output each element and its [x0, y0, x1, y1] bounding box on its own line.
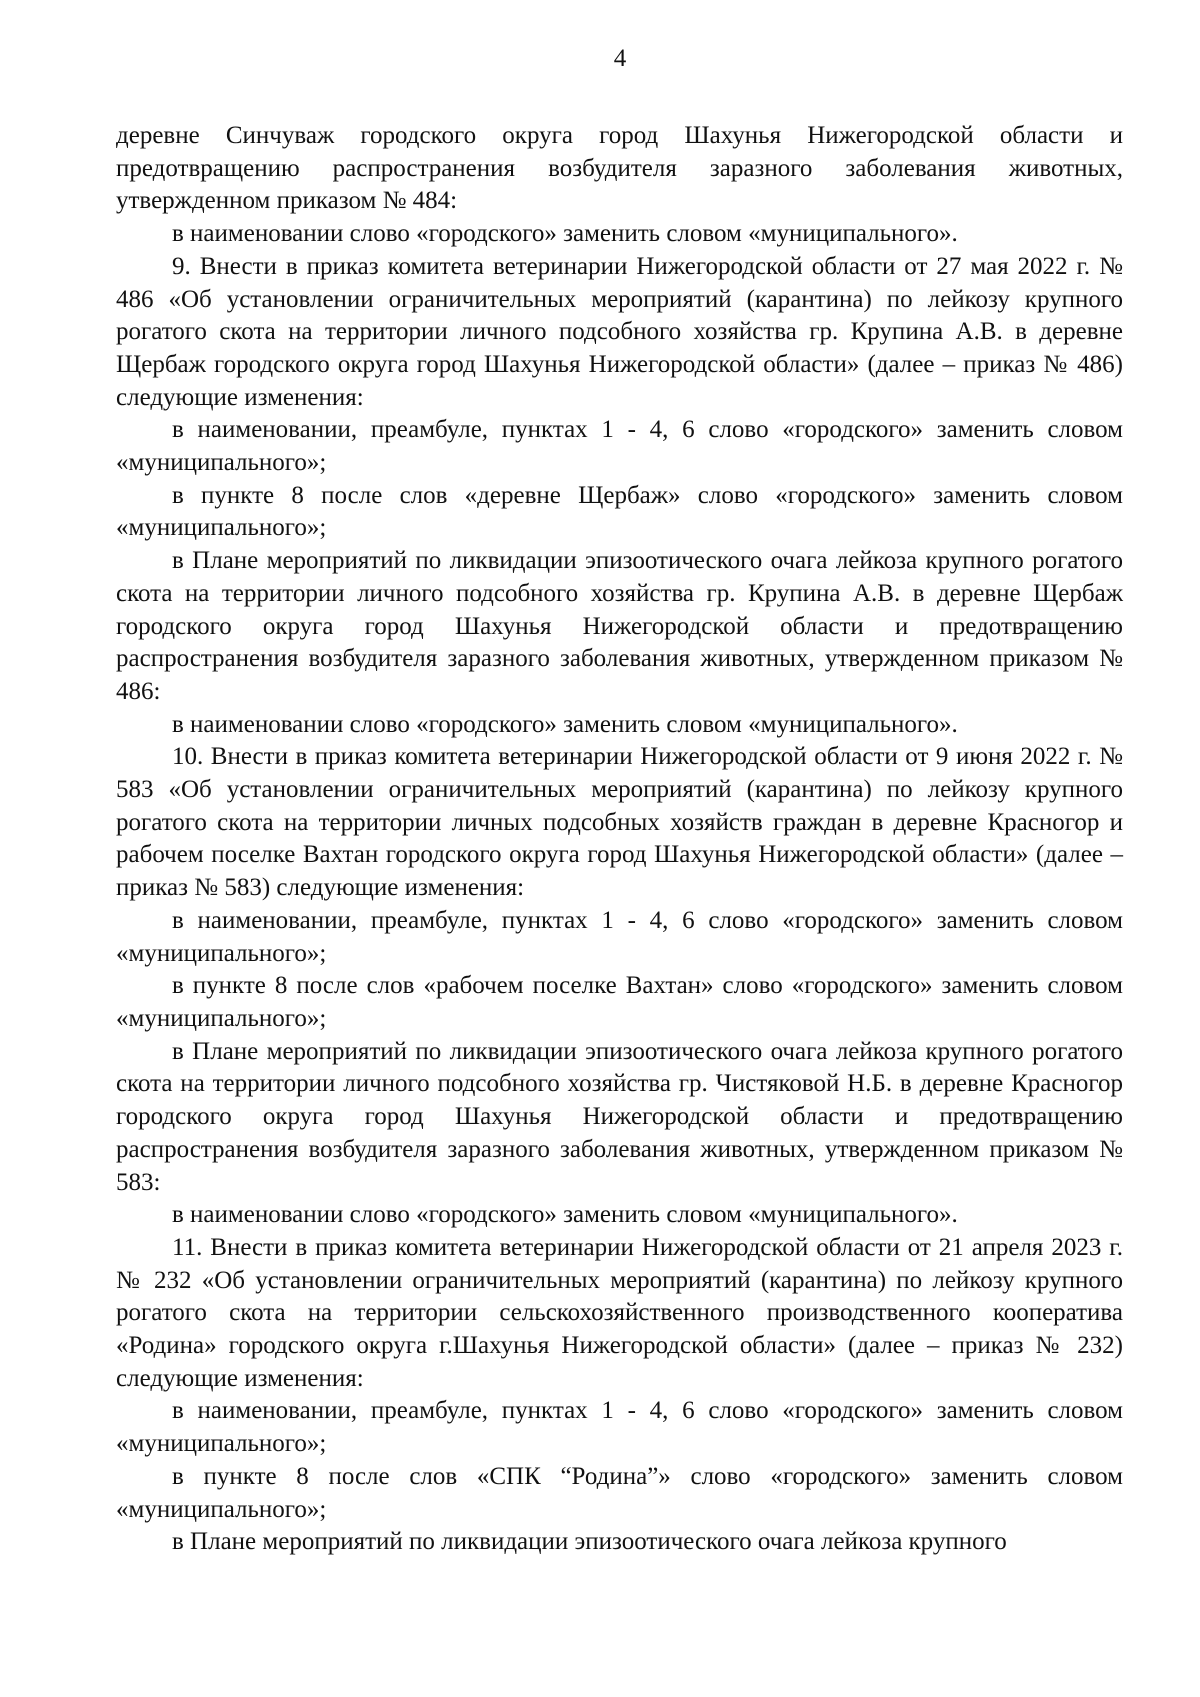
paragraph: в наименовании слово «городского» заменить словом «муниципального».	[172, 220, 958, 248]
paragraph: в Плане мероприятий по ликвидации эпизоотического очага лейкоза крупного рогатого скота на территории личного подсобного хозяйства гр. Крупина А.В. в деревне Щербаж городского округа город Шахунья Нижегородской области и предотвращению распространения возбудителя заразного заболевания животных, утвержденном приказом № 486:	[116, 547, 1123, 705]
paragraph: в наименовании, преамбуле, пунктах 1 - 4, 6 слово «городского» заменить словом «муниципального»;	[116, 906, 1123, 967]
paragraph-item-9: 9. Внести в приказ комитета ветеринарии Нижегородской области от 27 мая 2022 г. № 486 «Об установлении ограничительных мероприятий (карантина) по лейкозу крупного рогатого скота на территории личного подсобного хозяйства гр. Крупина А.В. в деревне Щербаж городского округа город Шахунья Нижегородской области» (далее – приказ № 486) следующие изменения:	[116, 252, 1123, 411]
paragraph: в пункте 8 после слов «деревне Щербаж» слово «городского» заменить словом «муниципального»;	[116, 481, 1123, 542]
paragraph: деревне Синчуваж городского округа город Шахунья Нижегородской области и предотвращению распространения возбудителя заразного заболевания животных, утвержденном приказом № 484:	[116, 122, 1123, 215]
paragraph: в наименовании, преамбуле, пунктах 1 - 4, 6 слово «городского» заменить словом «муниципального»;	[116, 1397, 1123, 1458]
paragraph: в пункте 8 после слов «СПК “Родина”» слово «городского» заменить словом «муниципального»;	[116, 1462, 1123, 1523]
paragraph: в пункте 8 после слов «рабочем поселке Вахтан» слово «городского» заменить словом «муниципального»;	[116, 972, 1123, 1032]
paragraph: в Плане мероприятий по ликвидации эпизоотического очага лейкоза крупного	[172, 1528, 1007, 1556]
paragraph: в Плане мероприятий по ликвидации эпизоотического очага лейкоза крупного рогатого скота на территории личного подсобного хозяйства гр. Чистяковой Н.Б. в деревне Красногор городского округа город Шахунья Нижегородской области и предотвращению распространения возбудителя заразного заболевания животных, утвержденном приказом № 583:	[116, 1037, 1123, 1196]
paragraph: в наименовании слово «городского» заменить словом «муниципального».	[172, 1201, 958, 1229]
paragraph: в наименовании, преамбуле, пунктах 1 - 4, 6 слово «городского» заменить словом «муниципального»;	[116, 416, 1123, 477]
document-body	[116, 120, 1123, 1559]
paragraph-item-11: 11. Внести в приказ комитета ветеринарии Нижегородской области от 21 апреля 2023 г. № 232 «Об установлении ограничительных мероприятий (карантина) по лейкозу крупного рогатого скота на территории сельскохозяйственного производственного кооператива «Родина» городского округа г.Шахунья Нижегородской области» (далее – приказ № 232) следующие изменения:	[116, 1233, 1123, 1392]
paragraph: в наименовании слово «городского» заменить словом «муниципального».	[172, 710, 958, 738]
paragraph-item-10: 10. Внести в приказ комитета ветеринарии Нижегородской области от 9 июня 2022 г. № 583 «Об установлении ограничительных мероприятий (карантина) по лейкозу крупного рогатого скота на территории личных подсобных хозяйств граждан в деревне Красногор и рабочем поселке Вахтан городского округа город Шахунья Нижегородской области» (далее – приказ № 583) следующие изменения:	[116, 743, 1123, 902]
page-number: 4	[613, 45, 627, 72]
